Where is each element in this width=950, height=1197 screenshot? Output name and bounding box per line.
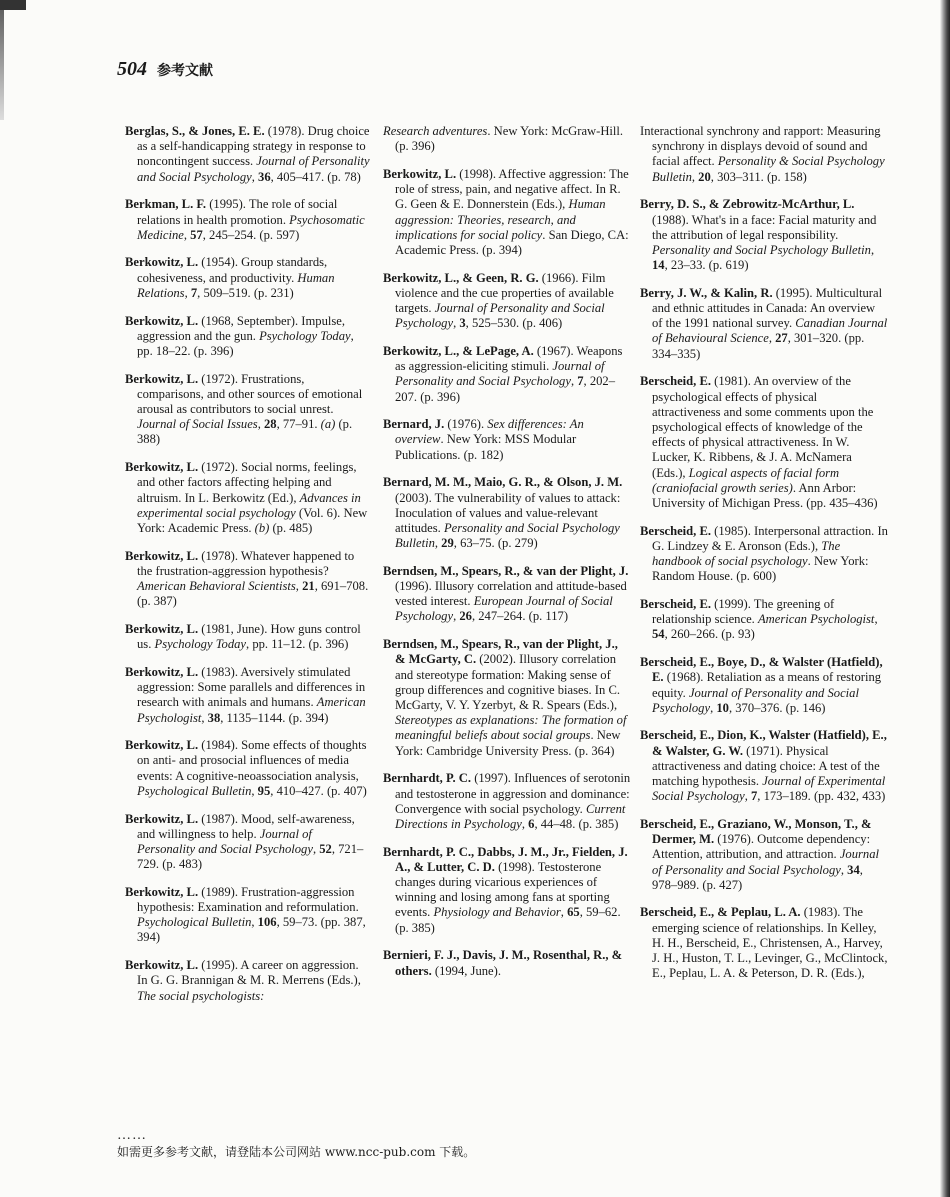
reference-text: (1999). The greening of relationship science.: [652, 596, 835, 627]
reference-text: (1998). Testosterone changes during vicarious experiences of winning and losing among fans at sporting events.: [395, 859, 610, 920]
reference-bold: Berkowitz, L., & LePage, A.: [383, 343, 534, 358]
reference-italic: Physiology and Behavior: [433, 905, 561, 920]
reference-entry: [125, 549, 370, 610]
reference-text: , 245–254. (p. 597): [202, 227, 300, 242]
reference-bold: 54: [652, 627, 665, 642]
reference-column-3: [640, 124, 888, 994]
reference-entry: [640, 905, 888, 981]
reference-text: , 303–311. (p. 158): [710, 169, 807, 184]
reference-bold: 14: [652, 258, 665, 273]
reference-text: (2002). Illusory correlation and stereotype formation: Making sense of group differences and cognitive biases. In C. McGarty, V. Y. Yzerbyt, & R. Spears (Eds.),: [395, 652, 620, 712]
reference-bold: Berkowitz, L.: [125, 371, 199, 386]
reference-italic: Personality and Social Psychology Bulletin: [652, 242, 871, 257]
reference-text: ,: [183, 227, 191, 242]
reference-entry: [640, 197, 888, 273]
reference-bold: Berkowitz, L.: [125, 313, 199, 328]
reference-bold: 27: [775, 331, 788, 346]
reference-text: , 173–189. (pp. 432, 433): [757, 789, 886, 804]
reference-bold: 7: [750, 789, 758, 804]
reference-bold: Berscheid, E.: [640, 596, 712, 611]
reference-text: ,: [434, 536, 442, 551]
reference-entry: [125, 255, 370, 301]
reference-bold: Berkowitz, L., & Geen, R. G.: [383, 270, 539, 285]
reference-text: ,: [257, 417, 264, 432]
reference-entry: [383, 167, 631, 258]
reference-text: (1972). Frustrations, comparisons, and other sources of emotional arousal as contributors to social unrest.: [137, 371, 363, 417]
page-header: [117, 58, 213, 81]
reference-italic: Journal of Personality and Social Psychology: [137, 154, 370, 184]
reference-text: ,: [710, 700, 717, 715]
reference-bold: Berkowitz, L.: [125, 958, 199, 973]
reference-text: , 260–266. (p. 93): [664, 627, 755, 642]
reference-bold: Bernieri, F. J., Davis, J. M., Rosenthal, R., & others.: [383, 948, 623, 978]
reference-bold: Berscheid, E., & Peplau, L. A.: [640, 905, 801, 920]
continuation-ellipsis: ……: [117, 1128, 147, 1143]
reference-italic: Logical aspects of facial form (craniofacial growth series): [652, 465, 840, 495]
reference-bold: Berglas, S., & Jones, E. E.: [125, 124, 265, 138]
reference-italic: Psychological Bulletin: [137, 915, 252, 930]
reference-entry: [125, 885, 370, 946]
reference-text: ,: [251, 915, 258, 930]
reference-text: (1988). What's in a face: Facial maturity and the attribution of legal responsibility.: [652, 212, 877, 242]
reference-column-2: [383, 124, 631, 991]
scan-corner-mark: [0, 0, 26, 10]
reference-text: , 410–427. (p. 407): [270, 783, 367, 798]
reference-italic: Personality and Social Psychology Bulletin: [395, 520, 620, 551]
footer-note: 如需更多参考文献，请登陆本公司网站 www.ncc-pub.com 下载。: [117, 1145, 476, 1159]
reference-text: , 202–207. (p. 396): [395, 374, 616, 404]
reference-text: (1968, September). Impulse, aggression and the gun.: [137, 313, 346, 343]
reference-entry: [125, 958, 370, 1004]
reference-italic: Human Relations: [137, 270, 335, 300]
reference-bold: Berry, D. S., & Zebrowitz-McArthur, L.: [640, 197, 855, 212]
reference-italic: Human aggression: Theories, research, and implications for social policy: [395, 197, 606, 242]
reference-text: (1971). Physical attractiveness and dating choice: A test of the matching hypothesis.: [652, 743, 880, 789]
reference-entry: [125, 622, 370, 652]
reference-text: , pp. 18–22. (p. 396): [137, 328, 354, 358]
reference-text: , pp. 11–12. (p. 396): [246, 637, 349, 652]
reference-bold: Berkowitz, L.: [383, 166, 457, 181]
reference-text: (1967). Weapons as aggression-eliciting stimuli.: [395, 343, 623, 374]
reference-bold: 28: [263, 417, 277, 432]
reference-italic: Journal of Personality and Social Psychology: [652, 685, 859, 715]
reference-text: (1966). Film violence and the cue properties of available targets.: [395, 270, 614, 316]
reference-italic: Journal of Personality and Social Psychology: [395, 359, 605, 389]
reference-text: ,: [560, 905, 568, 920]
reference-entry: [125, 372, 370, 448]
reference-bold: Berscheid, E., Boye, D., & Walster (Hatfield), E.: [640, 655, 883, 685]
reference-text: . Ann Arbor: University of Michigan Press. (pp. 435–436): [652, 480, 878, 510]
reference-italic: Journal of Experimental Social Psychology: [652, 774, 886, 804]
reference-bold: 3: [459, 316, 466, 331]
reference-bold: Berndsen, M., Spears, R., van der Plight, J., & McGarty, C.: [383, 637, 618, 667]
reference-entry: [640, 286, 888, 362]
reference-entry: [640, 124, 888, 185]
reference-italic: Current Directions in Psychology: [395, 801, 626, 831]
reference-bold: 57: [190, 227, 203, 242]
reference-bold: Berndsen, M., Spears, R., & van der Plight, J.: [383, 563, 629, 578]
reference-text: , 1135–1144. (p. 394): [220, 710, 329, 725]
reference-entry: [640, 817, 888, 893]
reference-text: ,: [874, 612, 878, 627]
reference-bold: 26: [459, 609, 472, 624]
reference-text: ,: [453, 609, 460, 624]
reference-text: (1978). Whatever happened to the frustration-aggression hypothesis?: [137, 548, 355, 578]
reference-bold: Bernhardt, P. C., Dabbs, J. M., Jr., Fielden, J. A., & Lutter, C. D.: [383, 844, 628, 874]
reference-entry: [383, 344, 631, 405]
reference-text: (2003). The vulnerability of values to attack: Inoculation of values and value-relevant attitudes.: [395, 490, 621, 535]
reference-text: (1972). Social norms, feelings, and other factors affecting helping and altruism. In L. Berkowitz (Ed.),: [137, 460, 357, 505]
reference-text: , 691–708. (p. 387): [137, 579, 369, 609]
reference-bold: 106: [257, 915, 277, 930]
reference-text: . New York: Random House. (p. 600): [652, 554, 869, 584]
reference-italic: (a): [320, 417, 336, 432]
reference-italic: American Psychologist: [137, 695, 366, 725]
reference-bold: 7: [190, 285, 198, 300]
reference-text: (1976). Outcome dependency: Attention, attribution, and attraction.: [652, 832, 871, 862]
reference-entry: [383, 637, 631, 759]
reference-text: (1997). Influences of serotonin and testosterone in aggression and dominance: Convergence with social psychology.: [395, 771, 631, 816]
reference-text: (1981). An overview of the psychological effects of physical attractiveness and some comments upon the psychological effects of knowledge of the effects of physical attractiveness. In W. Lucker, K. Ribbens, & J. A. McNamera (Eds.),: [652, 374, 874, 480]
reference-bold: Bernard, M. M., Maio, G. R., & Olson, J. M.: [383, 475, 623, 490]
reference-text: , 23–33. (p. 619): [664, 258, 749, 273]
reference-text: (1983). The emerging science of relationships. In Kelley, H. H., Berscheid, E., Christensen, A., Harvey, J. H., Huston, T. L., Levinger, G., McClintock, E., Peplau, L. A. & Peterson, D. R. (Eds.),: [652, 905, 888, 981]
reference-bold: 95: [257, 783, 271, 798]
reference-italic: Advances in experimental social psychology: [137, 490, 361, 520]
reference-entry: [383, 475, 631, 551]
reference-text: (1985). Interpersonal attraction. In G. Lindzey & E. Aronson (Eds.),: [652, 523, 888, 553]
reference-italic: Sex differences: An overview: [395, 417, 584, 447]
reference-bold: Berkowitz, L.: [125, 621, 199, 636]
reference-text: , 59–73. (pp. 387, 394): [137, 915, 366, 945]
reference-entry: [640, 655, 888, 716]
reference-text: , 405–417. (p. 78): [270, 169, 361, 184]
reference-text: , 370–376. (p. 146): [728, 700, 826, 715]
reference-entry: [125, 124, 370, 185]
reference-text: ,: [201, 710, 208, 725]
reference-text: ,: [840, 862, 848, 877]
reference-italic: Psychological Bulletin: [137, 783, 252, 798]
scan-edge-right: [940, 0, 950, 1197]
reference-text: . New York: McGraw-Hill. (p. 396): [395, 124, 624, 154]
reference-text: ,: [744, 789, 751, 804]
reference-text: . New York: Cambridge University Press. (p. 364): [395, 728, 621, 758]
reference-italic: American Behavioral Scientists: [137, 579, 296, 594]
reference-bold: Berkman, L. F.: [125, 197, 207, 212]
reference-text: (1996). Illusory correlation and attitude-based vested interest.: [395, 579, 627, 609]
reference-entry: [383, 271, 631, 332]
reference-text: ,: [521, 816, 529, 831]
reference-text: ,: [295, 579, 303, 594]
reference-bold: Berkowitz, L.: [125, 664, 199, 679]
reference-entry: [383, 124, 631, 154]
reference-text: (1984). Some effects of thoughts on anti- and prosocial influences of media events: A cognitive-neoassociation analysis,: [137, 738, 367, 783]
reference-text: ,: [691, 169, 699, 184]
reference-bold: Berkowitz, L.: [125, 548, 199, 563]
reference-text: ,: [870, 242, 875, 257]
reference-entry: [640, 524, 888, 585]
reference-bold: Berscheid, E., Dion, K., Walster (Hatfield), E., & Walster, G. W.: [640, 728, 887, 758]
reference-italic: Psychology Today: [154, 637, 247, 652]
reference-entry: [125, 197, 370, 243]
reference-bold: Berscheid, E.: [640, 523, 712, 538]
reference-bold: Berkowitz, L.: [125, 884, 199, 899]
reference-entry: [125, 665, 370, 726]
reference-text: (1981, June). How guns control us.: [137, 621, 361, 652]
reference-text: , 247–264. (p. 117): [471, 609, 569, 624]
reference-bold: 20: [698, 169, 711, 184]
reference-text: (1978). Drug choice as a self-handicapping strategy in response to noncontingent success.: [137, 124, 370, 169]
reference-text: (1998). Affective aggression: The role of stress, pain, and negative affect. In R. G. Geen & E. Donnerstein (Eds.),: [395, 166, 629, 212]
scan-edge-left: [0, 0, 4, 120]
reference-italic: Canadian Journal of Behavioural Science: [652, 316, 888, 346]
reference-entry: [125, 812, 370, 873]
reference-bold: 7: [577, 374, 584, 389]
reference-entry: [383, 948, 631, 978]
reference-bold: 52: [319, 841, 332, 856]
reference-entry: [383, 771, 631, 832]
reference-text: (1995). Multicultural and ethnic attitudes in Canada: An overview of the 1991 national survey.: [652, 285, 883, 331]
page-title: 参考文献: [157, 63, 213, 79]
reference-entry: [125, 314, 370, 360]
reference-text: , 509–519. (p. 231): [197, 285, 294, 300]
reference-text: , 59–62. (p. 385): [395, 905, 621, 935]
reference-bold: Berkowitz, L.: [125, 738, 199, 753]
reference-bold: Bernhardt, P. C.: [383, 771, 472, 786]
reference-entry: [125, 738, 370, 799]
reference-text: ,: [312, 841, 320, 856]
reference-italic: American Psychologist: [757, 612, 875, 627]
reference-text: (1954). Group standards, cohesiveness, and productivity.: [137, 255, 328, 285]
reference-italic: Journal of Personality and Social Psychology: [395, 301, 605, 331]
reference-text: (1995). A career on aggression. In G. G. Brannigan & M. R. Merrens (Eds.),: [137, 958, 361, 988]
reference-text: ,: [453, 316, 460, 331]
reference-text: . San Diego, CA: Academic Press. (p. 394): [395, 227, 629, 257]
reference-bold: 21: [302, 579, 315, 594]
reference-bold: Berkowitz, L.: [125, 255, 199, 270]
reference-entry: [640, 374, 888, 511]
reference-bold: 38: [207, 710, 221, 725]
reference-text: (1976).: [444, 417, 488, 432]
reference-text: (1983). Aversively stimulated aggression: Some parallels and differences in research with animals and humans.: [137, 664, 366, 710]
reference-entry: [640, 597, 888, 643]
reference-italic: Journal of Personality and Social Psychology: [137, 826, 313, 856]
reference-text: , 63–75. (p. 279): [453, 536, 538, 551]
reference-bold: 29: [441, 536, 454, 551]
reference-text: , 44–48. (p. 385): [534, 816, 619, 831]
reference-italic: Psychosomatic Medicine: [137, 212, 365, 242]
reference-bold: Berkowitz, L.: [125, 811, 199, 826]
reference-italic: The handbook of social psychology: [652, 538, 841, 569]
reference-bold: 6: [528, 816, 535, 831]
reference-text: . New York: MSS Modular Publications. (p. 182): [395, 432, 577, 462]
reference-italic: Journal of Personality and Social Psychology: [652, 847, 879, 877]
reference-italic: Research adventures: [383, 124, 488, 138]
reference-text: Interactional synchrony and rapport: Measuring synchrony in displays devoid of sound and facial affect.: [640, 124, 881, 169]
reference-text: (1989). Frustration-aggression hypothesis: Examination and reformulation.: [137, 884, 359, 915]
reference-text: , 525–530. (p. 406): [465, 316, 563, 331]
reference-bold: Berry, J. W., & Kalin, R.: [640, 285, 773, 300]
reference-entry: [383, 845, 631, 936]
reference-text: (1968). Retaliation as a means of restoring equity.: [652, 670, 882, 700]
reference-bold: 10: [716, 700, 729, 715]
reference-text: , 978–989. (p. 427): [652, 862, 863, 892]
reference-text: (1987). Mood, self-awareness, and willingness to help.: [137, 811, 355, 841]
reference-entry: [125, 460, 370, 536]
reference-italic: European Journal of Social Psychology: [395, 594, 613, 624]
reference-entry: [640, 728, 888, 804]
reference-italic: Stereotypes as explanations: The formation of meaningful beliefs about social groups: [395, 713, 627, 743]
reference-italic: (b): [254, 520, 270, 535]
reference-entry: [383, 564, 631, 625]
reference-column-1: [125, 124, 370, 1016]
reference-bold: Bernard, J.: [383, 417, 445, 432]
reference-bold: Berkowitz, L.: [125, 460, 199, 475]
reference-bold: 65: [567, 905, 580, 920]
reference-text: (Vol. 6). New York: Academic Press.: [137, 505, 368, 535]
reference-text: (p. 388): [137, 417, 353, 447]
page-number: 504: [117, 58, 147, 80]
reference-bold: Berscheid, E., Graziano, W., Monson, T., & Dermer, M.: [640, 816, 872, 847]
reference-italic: The social psychologists:: [137, 988, 265, 1003]
reference-bold: 34: [847, 862, 860, 877]
reference-text: (p. 485): [269, 520, 313, 535]
reference-italic: Psychology Today: [259, 328, 351, 343]
reference-text: ,: [184, 285, 191, 300]
reference-text: , 301–320. (pp. 334–335): [652, 331, 865, 361]
reference-italic: Personality & Social Psychology Bulletin: [652, 154, 885, 184]
reference-text: ,: [768, 331, 776, 346]
reference-text: ,: [251, 783, 258, 798]
reference-text: , 77–91.: [276, 417, 321, 432]
reference-text: ,: [570, 374, 578, 389]
reference-text: ,: [251, 169, 259, 184]
reference-italic: Journal of Social Issues: [137, 417, 258, 432]
reference-bold: 36: [258, 169, 271, 184]
reference-text: , 721–729. (p. 483): [137, 841, 364, 872]
reference-bold: Berscheid, E.: [640, 374, 712, 389]
reference-text: (1995). The role of social relations in health promotion.: [137, 197, 338, 227]
reference-entry: [383, 417, 631, 463]
reference-text: (1994, June).: [431, 963, 501, 978]
